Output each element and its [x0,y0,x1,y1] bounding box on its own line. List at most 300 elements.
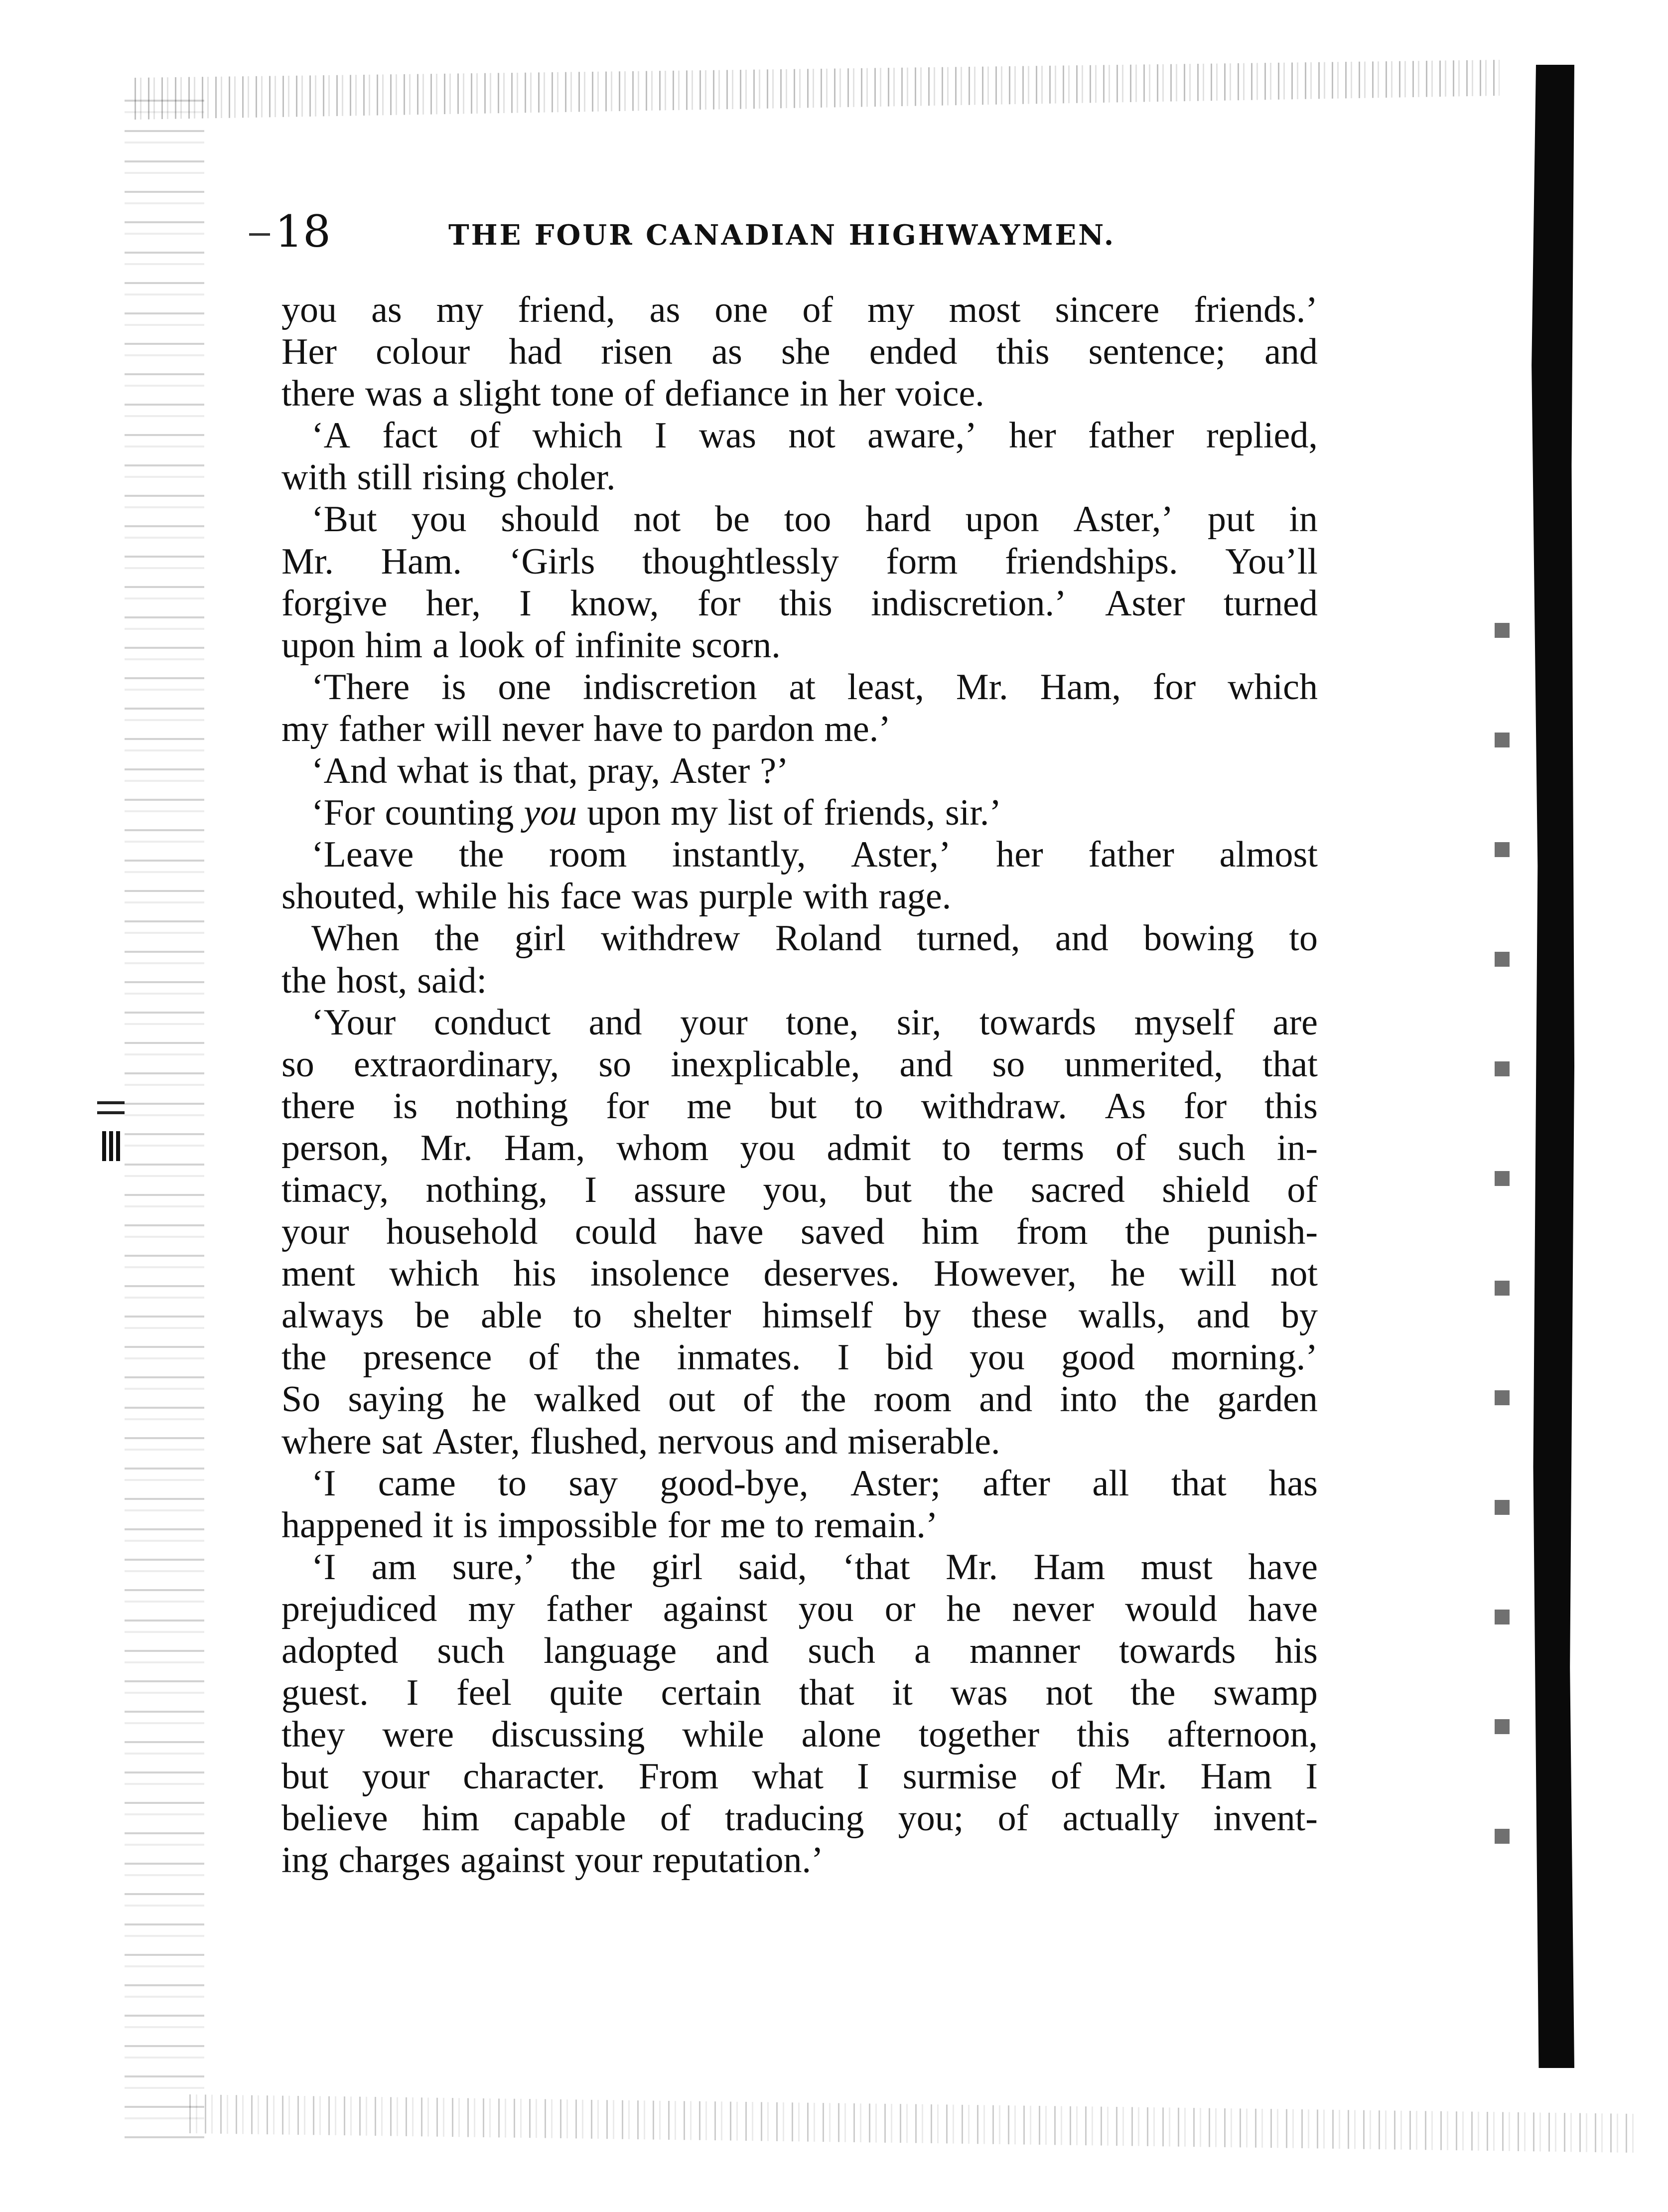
word: voice. [895,373,984,415]
word: of [743,1379,774,1420]
word: upon [281,624,355,666]
word: Her [281,331,337,373]
text-line [281,960,1318,1002]
text-line [281,1797,1318,1839]
word: has [1268,1463,1318,1504]
word: these [972,1295,1048,1336]
text-line [281,1295,1318,1336]
word: and [784,1421,838,1462]
word: surmise [902,1756,1017,1797]
word: ‘A [311,415,351,456]
word: to [498,1463,527,1504]
word: towards [1119,1630,1236,1671]
text-line [281,1378,1318,1420]
word: is [441,666,466,708]
word: capable [513,1798,626,1839]
word: upon [965,499,1039,540]
word: When [311,918,400,959]
word: by [904,1295,941,1336]
page-number: 18 [275,206,331,257]
word: her [838,373,886,415]
word: room [873,1379,952,1420]
word: feel [456,1672,512,1714]
word: that [799,1672,854,1714]
text-line [281,1463,1318,1504]
word: have [1248,1546,1318,1588]
word: tone [551,373,614,415]
word: all [1092,1463,1129,1504]
word: came [378,1463,456,1504]
word: I [406,1672,419,1714]
word: would [1125,1588,1218,1629]
word: I [519,583,532,624]
word: inexplicable, [671,1043,860,1085]
word: sir.’ [945,792,1002,834]
text-line [281,876,1318,917]
word: the [1144,1379,1190,1420]
word: shield [1162,1169,1250,1210]
word: of [1287,1169,1318,1210]
word: as [371,290,402,330]
word: I [837,1337,850,1378]
word: remain.’ [814,1504,938,1546]
word: As [1105,1085,1146,1127]
word: person, [281,1127,389,1169]
word: my [867,290,915,330]
word: ment [281,1253,355,1295]
word: ?’ [760,750,789,792]
word: From [638,1756,719,1797]
word: However, [934,1253,1077,1295]
text-line [281,1127,1318,1169]
word: this [1077,1714,1130,1756]
word: ‘Your [311,1002,396,1043]
scan-noise-top [135,60,1500,120]
word: him [422,1798,480,1839]
word: and [588,1002,642,1043]
word: he [946,1588,981,1629]
text-line [281,1336,1318,1378]
word: instantly, [672,834,806,876]
word: ‘I [311,1463,336,1504]
word: traducing [724,1798,864,1839]
word: while [415,876,498,917]
word: punish- [1207,1211,1318,1253]
word: extraordinary, [353,1043,559,1085]
text-line [281,1253,1318,1295]
word: list [727,792,773,834]
word: nothing, [425,1169,548,1210]
word: ‘I [311,1546,336,1588]
word: friendships. [1005,541,1178,582]
word: Mr. [420,1127,473,1169]
word: Ham, [504,1127,585,1169]
word: Roland [775,918,882,959]
word: to [673,708,702,749]
word: nervous [658,1421,775,1462]
word: together [918,1714,1040,1756]
word: this [996,331,1050,373]
word: is [463,1504,488,1546]
word: you [281,290,337,330]
word: and [979,1379,1033,1420]
word: too [784,499,832,540]
margin-bar-mark [102,1131,123,1161]
binding-edge-shadow [1520,65,1574,2068]
word: for [667,1504,711,1546]
word: towards [979,1002,1097,1043]
word: character. [463,1756,605,1797]
word: friends.’ [1194,290,1318,330]
text-line [281,1002,1318,1043]
word: father [1088,834,1174,876]
word: where [281,1421,372,1462]
word: Mr. [281,541,334,582]
word: of [1050,1756,1082,1797]
word: sure,’ [452,1546,536,1588]
text-line [281,1588,1318,1630]
word: Aster,’ [1073,499,1173,540]
word: were [382,1714,454,1756]
word: and [1196,1295,1250,1336]
word: one [714,290,768,330]
running-title: THE FOUR CANADIAN HIGHWAYMEN. [448,219,1116,252]
word: of [528,1337,559,1378]
word: girl [514,918,566,959]
word: turned [1223,583,1318,624]
word: Aster, [432,1421,520,1462]
text-line [281,1839,1318,1881]
word: was [698,415,756,456]
word: are [1272,1002,1318,1043]
word: her [1009,415,1056,456]
word: of [534,624,565,666]
word: sacred [1030,1169,1125,1210]
word: father [1088,415,1174,456]
word: it [892,1672,913,1714]
word: never [1012,1588,1094,1629]
word: for [1183,1085,1227,1127]
word: impossible [498,1504,658,1546]
word: you; [898,1798,964,1839]
word: am [371,1546,417,1588]
word: from [1016,1211,1088,1253]
word: Ham [1200,1756,1272,1797]
word: or [884,1588,916,1629]
word: admit [827,1127,911,1169]
word: form [886,541,958,582]
word: ‘There [311,666,410,708]
word: me [687,1085,732,1127]
word: Aster [1105,583,1185,624]
word: a [914,1630,931,1671]
word: what [397,750,469,792]
word: my [671,792,718,834]
word: such [1178,1127,1246,1169]
word: her [996,834,1043,876]
word: against [460,1840,565,1881]
text-line [281,1043,1318,1085]
word: that [1262,1043,1318,1085]
word: bowing [1143,918,1254,959]
word: me [720,1504,766,1546]
word: most [949,290,1021,330]
word: upon [587,792,661,834]
word: a [432,624,449,666]
text-line [281,289,1318,331]
word: you, [763,1169,828,1210]
word: him [365,624,423,666]
word: the [1130,1672,1176,1714]
word: defiance [665,373,790,415]
word: out [668,1379,715,1420]
word: least, [847,666,924,708]
word: actually [1062,1798,1179,1839]
word: I [584,1169,597,1210]
word: Ham, [1040,666,1121,708]
word: your [574,1840,643,1881]
word: forgive [281,583,388,624]
word: Ham. [381,541,462,582]
word: household [386,1211,538,1253]
word: your [362,1756,430,1797]
text-line [281,1672,1318,1714]
word: sentence; [1088,331,1226,373]
word: must [1140,1546,1213,1588]
word: but [864,1169,912,1210]
word: had [509,331,562,373]
word: with [281,457,347,498]
word: be [415,1295,450,1336]
word: swamp [1213,1672,1318,1714]
word: for [606,1085,649,1127]
word: never [502,708,584,749]
word: so [598,1043,632,1085]
word: pray, [587,750,660,792]
word: shelter [633,1295,731,1336]
word: risen [601,331,673,373]
text-line [281,541,1318,583]
word: as [649,290,681,330]
word: discussing [491,1714,645,1756]
word: the [595,1337,641,1378]
word: in- [1276,1127,1318,1169]
word: still [357,457,413,498]
word: counting [385,792,514,834]
word: to [942,1127,971,1169]
word: aware,’ [867,415,977,456]
word: you [798,1588,854,1629]
word: but [769,1085,817,1127]
word: that, [513,750,578,792]
page-number-dash [249,233,270,236]
word: so [281,1043,314,1085]
word: to [573,1295,602,1336]
word: good [1061,1337,1135,1378]
text-line [281,1421,1318,1463]
word: choler. [516,457,616,498]
word: which [532,415,623,456]
text-line [281,1756,1318,1797]
word: me.’ [824,708,891,749]
word: not [633,499,681,540]
word: him [922,1211,979,1253]
text-line [281,834,1318,876]
text-line [281,331,1318,373]
text-line [281,1085,1318,1127]
word: certain [661,1672,761,1714]
word: is [393,1085,418,1127]
word: was [950,1672,1008,1714]
word: of [469,415,501,456]
word: my [436,290,484,330]
word: which [1228,666,1318,708]
word: language [544,1630,677,1671]
word: my [468,1588,516,1629]
word: myself [1134,1002,1235,1043]
word: look [458,624,525,666]
word: a [432,373,449,415]
word: it [432,1504,453,1546]
text-line [281,1630,1318,1672]
word: have [593,708,664,749]
word: saying [348,1379,444,1420]
word: as [711,331,742,373]
word: in [1289,499,1318,540]
text-line [281,750,1318,792]
word: ‘Leave [311,834,414,876]
word: you [740,1127,796,1169]
word: such [437,1630,505,1671]
word: against [663,1588,768,1629]
word: slight [458,373,541,415]
word: the [570,1546,616,1588]
word: terms [1002,1127,1085,1169]
text-line [281,1714,1318,1756]
word: You’ll [1225,541,1318,582]
word: So [281,1379,321,1420]
word: ‘For [311,792,375,834]
word: should [501,499,599,540]
word: I [857,1756,869,1797]
word: there [281,373,355,415]
text-line [281,1546,1318,1588]
word: walls, [1078,1295,1166,1336]
word: know, [570,583,659,624]
word: rage. [878,876,952,917]
word: was [365,373,422,415]
word: sir, [896,1002,942,1043]
word: of [783,792,814,834]
word: the [281,1337,327,1378]
word: while [682,1714,764,1756]
word: such [808,1630,876,1671]
word: which [389,1253,480,1295]
emphasized-word: you [524,792,577,834]
word: prejudiced [281,1588,437,1629]
text-line [281,1169,1318,1211]
word: room [549,834,627,876]
text-line [281,373,1318,415]
word: colour [376,331,470,373]
word: happened [281,1504,423,1546]
word: ‘Girls [509,541,595,582]
word: your [281,1211,349,1253]
word: to [1289,918,1318,959]
word: walked [534,1379,641,1420]
text-line [281,583,1318,624]
word: morning.’ [1171,1337,1318,1378]
word: the [949,1169,994,1210]
word: insolence [590,1253,730,1295]
word: of [802,290,833,330]
word: garden [1217,1379,1318,1420]
word: always [281,1295,384,1336]
word: they [281,1714,345,1756]
word: my [281,708,329,749]
binding-edge-marks [1495,623,1510,1869]
word: she [781,331,831,373]
word: after [982,1463,1050,1504]
word: so [992,1043,1025,1085]
word: infinite [575,624,682,666]
word: I [1305,1756,1318,1797]
word: is [478,750,504,792]
word: charges [338,1840,451,1881]
word: of [1115,1127,1146,1169]
word: of [660,1798,691,1839]
word: assure [634,1169,726,1210]
word: Aster,’ [851,834,951,876]
word: manner [970,1630,1081,1671]
word: father [546,1588,632,1629]
word: to [854,1085,883,1127]
word: and [715,1630,769,1671]
word: Ham [1033,1546,1106,1588]
word: alone [801,1714,881,1756]
word: put [1207,499,1255,540]
body-text [281,289,1318,1882]
word: tone, [786,1002,859,1043]
word: say [568,1463,618,1504]
word: ing [281,1840,329,1881]
word: thoughtlessly [642,541,839,582]
word: deserves. [763,1253,900,1295]
word: saved [801,1211,885,1253]
word: the [459,834,504,876]
word: his [507,876,551,917]
text-line [281,415,1318,456]
word: invent- [1213,1798,1318,1839]
word: for [1152,666,1196,708]
word: nothing [455,1085,568,1127]
word: inmates. [677,1337,801,1378]
word: miserable. [847,1421,1000,1462]
word: girl [651,1546,703,1588]
word: you [969,1337,1025,1378]
scan-noise-left [125,100,204,2143]
word: but [281,1756,329,1797]
word: and [1055,918,1109,959]
word: one [498,666,552,708]
word: hard [865,499,931,540]
word: sincere [1055,290,1160,330]
word: said: [417,960,487,1001]
word: pardon [711,708,815,749]
word: his [513,1253,556,1295]
word: for [697,583,741,624]
word: bid [886,1337,933,1378]
